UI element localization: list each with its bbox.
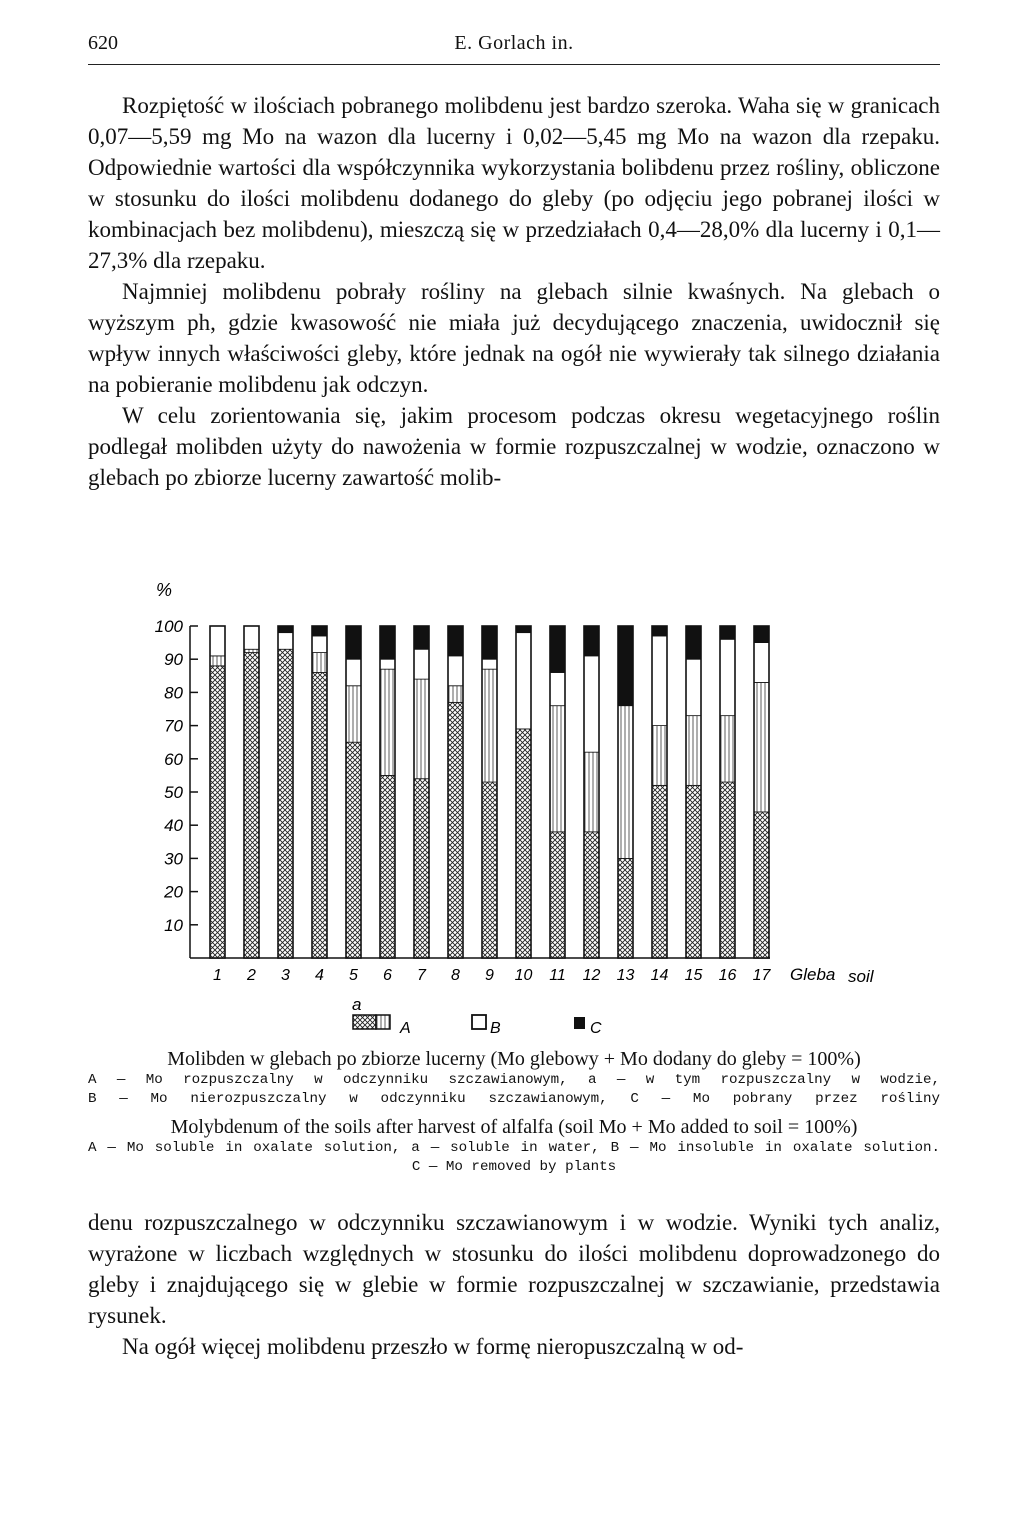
x-tick-label: 16 <box>718 967 737 984</box>
bar-segment-B-5 <box>346 659 361 686</box>
legend-sub-label: a <box>352 995 362 1014</box>
x-tick-label: 10 <box>514 967 533 984</box>
running-title: E. Gorlach in. <box>454 32 574 54</box>
bar-segment-B-11 <box>550 672 565 705</box>
legend <box>352 995 602 1037</box>
bar-segment-a-2 <box>244 649 259 652</box>
caption-line-en-1: A — Mo soluble in oxalate solution, a — soluble in water, B — Mo insoluble in oxalate solution. <box>88 1140 940 1156</box>
x-tick-label: 7 <box>417 967 426 984</box>
bar-segment-B-4 <box>312 636 327 653</box>
x-tick-label: 6 <box>383 967 392 984</box>
bar-segment-A-11 <box>550 832 565 958</box>
bar-segment-A-2 <box>244 653 259 958</box>
bar-segment-A-8 <box>448 702 463 958</box>
bar-segment-a-12 <box>584 752 599 832</box>
body-text-bottom <box>88 1207 940 1362</box>
y-tick-label: 70 <box>164 716 183 736</box>
y-tick-label: 50 <box>164 783 183 802</box>
bar-segment-B-12 <box>584 656 599 752</box>
bar-segment-C-16 <box>720 626 735 639</box>
page-header <box>88 30 940 65</box>
legend-swatch-white <box>472 1015 486 1029</box>
y-tick-label: 10 <box>164 915 183 935</box>
bar-segment-a-15 <box>686 716 701 786</box>
y-tick-label: 40 <box>164 816 183 836</box>
bar-segment-a-16 <box>720 716 735 782</box>
bar-segment-C-9 <box>482 626 497 659</box>
bar-segment-C-3 <box>278 626 293 633</box>
x-tick-label: 17 <box>752 967 771 984</box>
legend-swatch-lines <box>376 1015 390 1029</box>
paragraph: Na ogół więcej molibdenu przeszło w formę nieropuszczalną w od- <box>122 1334 744 1359</box>
caption-line-pl-2: B — Mo nierozpuszczalny w odczynniku szczawianowym, C — Mo pobrany przez rośliny <box>88 1091 940 1107</box>
bar-segment-C-14 <box>652 626 667 636</box>
bar-segment-a-14 <box>652 726 667 786</box>
bar-segment-C-8 <box>448 626 463 656</box>
bar-segment-C-10 <box>516 626 531 633</box>
paragraph: denu rozpuszczalnego w odczynniku szczawianowym i w wodzie. Wyniki tych analiz, wyrażone w liczbach względnych w stosunku do ilości molibdenu doprowadzonego do gleby i znajdującego się w glebie w formie rozpuszczalnej w szczawianie, przedstawia rysunek. <box>88 1210 940 1328</box>
bar-segment-A-3 <box>278 649 293 958</box>
y-tick-label: 100 <box>154 617 183 636</box>
x-tick-label: 12 <box>582 967 601 984</box>
y-tick-label: 80 <box>164 683 183 703</box>
bar-segment-A-12 <box>584 832 599 958</box>
bar-segment-A-7 <box>414 779 429 958</box>
x-axis-label-pl: Gleba <box>790 965 836 984</box>
bar-segment-C-17 <box>754 626 769 643</box>
body-text-top <box>88 90 940 493</box>
figure-caption <box>88 1047 940 1177</box>
bar-segment-A-5 <box>346 742 361 958</box>
x-tick-label: 14 <box>650 967 669 984</box>
bars <box>210 626 769 958</box>
bar-segment-a-17 <box>754 682 769 811</box>
paragraph: Najmniej molibdenu pobrały rośliny na glebach silnie kwaśnych. Na glebach o wyższym ph, gdzie kwasowość nie miała już decydującego znaczenia, uwidocznił się wpływ innych właściwości gleby, które jednak na ogół nie wywierały tak silnego działania na pobieranie molibdenu jak odczyn. <box>88 279 940 397</box>
bar-segment-C-15 <box>686 626 701 659</box>
legend-label-b: B <box>490 1020 501 1037</box>
x-tick-label: 9 <box>485 967 494 984</box>
bar-segment-A-14 <box>652 785 667 958</box>
bar-segment-C-4 <box>312 626 327 636</box>
bar-segment-B-3 <box>278 633 293 650</box>
bar-segment-B-1 <box>210 626 225 656</box>
x-axis-label-en: soil <box>848 967 874 986</box>
bar-segment-C-5 <box>346 626 361 659</box>
bar-segment-a-4 <box>312 653 327 673</box>
x-tick-label: 2 <box>247 967 256 984</box>
bar-segment-B-16 <box>720 639 735 715</box>
legend-swatch-black <box>574 1017 585 1029</box>
bar-segment-C-6 <box>380 626 395 659</box>
bar-segment-a-11 <box>550 706 565 832</box>
bar-segment-a-8 <box>448 686 463 703</box>
bar-segment-C-11 <box>550 626 565 672</box>
bar-segment-a-5 <box>346 686 361 742</box>
bar-segment-B-6 <box>380 659 395 669</box>
stacked-bar-chart <box>0 570 1024 1050</box>
bar-segment-a-9 <box>482 669 497 782</box>
x-tick-label: 5 <box>349 967 358 984</box>
bar-segment-C-13 <box>618 626 633 706</box>
x-tick-label: 11 <box>549 967 566 984</box>
x-tick-labels <box>213 967 771 984</box>
bar-segment-B-14 <box>652 636 667 726</box>
bar-segment-C-7 <box>414 626 429 649</box>
bar-segment-a-1 <box>210 656 225 666</box>
bar-segment-A-4 <box>312 672 327 958</box>
x-tick-label: 8 <box>451 967 460 984</box>
caption-title-pl: Molibden w glebach po zbiorze lucerny (Mo glebowy + Mo dodany do gleby = 100%) <box>167 1048 861 1070</box>
bar-segment-A-17 <box>754 812 769 958</box>
paragraph: Rozpiętość w ilościach pobranego molibdenu jest bardzo szeroka. Waha się w granicach 0,07—5,59 mg Mo na wazon dla lucerny i 0,02—5,45 mg Mo na wazon dla rzepaku. Odpowiednie wartości dla współczynnika wykorzystania bolibdenu przez rośliny, obliczone w stosunku do ilości molibdenu dodanego do gleby (po odjęciu jego pobranej ilości w kombinacjach bez molibdenu), mieszczą się w przedziałach 0,4—28,0% dla lucerny i 0,1—27,3% dla rzepaku. <box>88 93 940 273</box>
bar-segment-B-8 <box>448 656 463 686</box>
bar-segment-B-17 <box>754 643 769 683</box>
bar-segment-B-7 <box>414 649 429 679</box>
bar-segment-a-13 <box>618 706 633 859</box>
bar-segment-A-10 <box>516 729 531 958</box>
legend-label-a: A <box>400 1020 411 1037</box>
y-tick-label: 20 <box>164 882 183 902</box>
x-tick-label: 15 <box>684 967 703 984</box>
legend-swatch-crosshatch <box>353 1015 376 1029</box>
bar-segment-a-6 <box>380 669 395 775</box>
bar-segment-B-2 <box>244 626 259 649</box>
bar-segment-A-6 <box>380 775 395 958</box>
bar-segment-B-9 <box>482 659 497 669</box>
bar-segment-A-15 <box>686 785 701 958</box>
bar-segment-B-10 <box>516 633 531 729</box>
caption-line-en-2: C — Mo removed by plants <box>411 1159 617 1175</box>
caption-line-pl-1: A — Mo rozpuszczalny w odczynniku szczawianowym, a — w tym rozpuszczalny w wodzie, <box>88 1072 940 1088</box>
y-unit-label: % <box>156 580 173 600</box>
bar-segment-A-1 <box>210 666 225 958</box>
x-tick-label: 13 <box>616 967 635 984</box>
y-tick-label: 90 <box>164 650 183 670</box>
bar-segment-A-13 <box>618 858 633 958</box>
x-tick-label: 4 <box>315 967 324 984</box>
bar-segment-C-12 <box>584 626 599 656</box>
x-tick-label: 1 <box>213 967 222 984</box>
bar-segment-a-7 <box>414 679 429 779</box>
x-tick-label: 3 <box>281 967 290 984</box>
bar-segment-A-16 <box>720 782 735 958</box>
caption-title-en: Molybdenum of the soils after harvest of alfalfa (soil Mo + Mo added to soil = 100%) <box>170 1116 858 1138</box>
bar-segment-B-15 <box>686 659 701 715</box>
bar-segment-A-9 <box>482 782 497 958</box>
y-tick-label: 60 <box>164 749 183 769</box>
paragraph: W celu zorientowania się, jakim procesom podczas okresu wegetacyjnego roślin podlegał molibden użyty do nawożenia w formie rozpuszczalnej w wodzie, oznaczono w glebach po zbiorze lucerny zawartość molib- <box>88 403 940 490</box>
y-tick-label: 30 <box>164 849 183 869</box>
legend-label-c: C <box>590 1020 602 1037</box>
page-number: 620 <box>88 32 118 54</box>
